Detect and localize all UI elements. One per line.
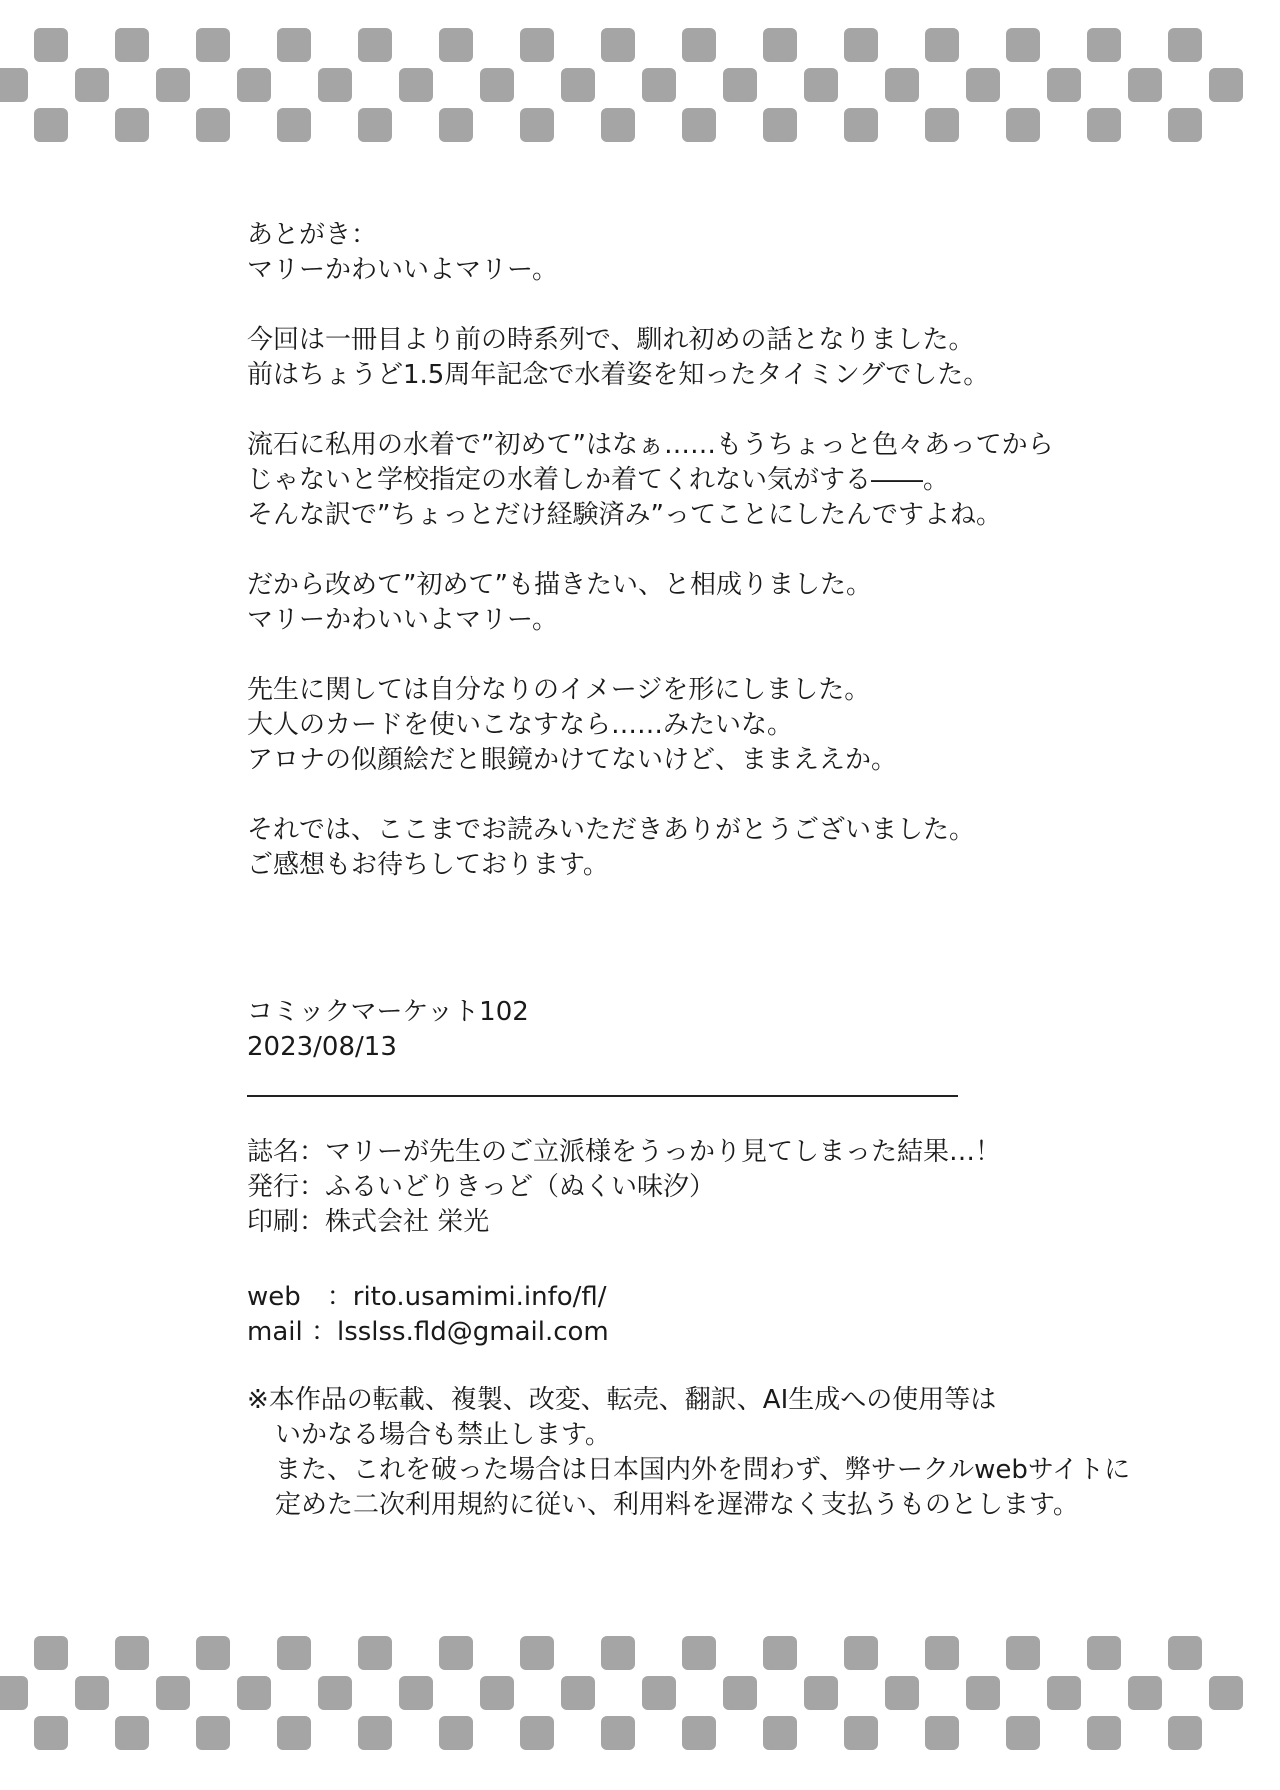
pattern-square	[34, 1716, 68, 1750]
pattern-square	[723, 1676, 757, 1710]
pattern-square	[520, 1636, 554, 1670]
pattern-square	[156, 1676, 190, 1710]
pattern-square	[925, 108, 959, 142]
afterword-line: アロナの似顔絵だと眼鏡かけてないけど、ままええか。	[247, 745, 898, 775]
pattern-square	[966, 1676, 1000, 1710]
pattern-square	[1087, 28, 1121, 62]
pattern-square	[318, 68, 352, 102]
top-checker-border	[0, 28, 1280, 148]
divider	[247, 1095, 958, 1097]
pattern-square	[1209, 1676, 1243, 1710]
notice-line: また、これを破った場合は日本国内外を問わず、弊サークルwebサイトに	[275, 1455, 1131, 1485]
afterword-line	[247, 638, 1054, 673]
pattern-square	[115, 1716, 149, 1750]
pattern-square	[196, 28, 230, 62]
afterword-line	[247, 778, 1054, 813]
pattern-square	[642, 68, 676, 102]
afterword-line: だから改めて”初めて”も描きたい、と相成りました。	[247, 570, 872, 600]
pattern-square	[439, 28, 473, 62]
pattern-square	[480, 68, 514, 102]
afterword-line: マリーかわいいよマリー。	[247, 255, 558, 285]
pattern-square	[723, 68, 757, 102]
pattern-square	[925, 28, 959, 62]
contact-mail: mail ：lsslss.fld@gmail.com	[247, 1317, 609, 1347]
copyright-notice	[247, 1383, 1130, 1523]
pattern-square	[1209, 68, 1243, 102]
pattern-square	[358, 108, 392, 142]
pattern-square	[277, 1636, 311, 1670]
pattern-square	[399, 68, 433, 102]
pattern-square	[358, 1716, 392, 1750]
contact-web: web ：rito.usamimi.info/fl/	[247, 1282, 607, 1312]
pattern-square	[34, 1636, 68, 1670]
pattern-square	[966, 68, 1000, 102]
pattern-square	[520, 108, 554, 142]
pattern-square	[682, 1716, 716, 1750]
event-info	[247, 995, 529, 1065]
notice-line: 定めた二次利用規約に従い、利用料を遅滞なく支払うものとします。	[275, 1490, 1079, 1520]
pattern-square	[561, 68, 595, 102]
pattern-square	[34, 108, 68, 142]
pattern-square	[399, 1676, 433, 1710]
pattern-square	[763, 108, 797, 142]
pattern-square	[561, 1676, 595, 1710]
event-date: 2023/08/13	[247, 1032, 397, 1062]
pattern-square	[1168, 1636, 1202, 1670]
pattern-square	[480, 1676, 514, 1710]
pattern-square	[763, 1636, 797, 1670]
pattern-square	[1087, 1636, 1121, 1670]
pattern-square	[804, 1676, 838, 1710]
colophon-printer: 印刷：株式会社 栄光	[247, 1207, 490, 1237]
pattern-square	[925, 1716, 959, 1750]
pattern-square	[115, 1636, 149, 1670]
afterword-line: ご感想もお待ちしております。	[247, 850, 609, 880]
bottom-checker-border	[0, 1636, 1280, 1756]
colophon	[247, 1135, 1001, 1240]
afterword-text	[247, 218, 1054, 883]
afterword-line: マリーかわいいよマリー。	[247, 605, 558, 635]
pattern-square	[1006, 28, 1040, 62]
pattern-square	[1128, 1676, 1162, 1710]
event-name: コミックマーケット102	[247, 997, 529, 1027]
afterword-line: あとがき：	[247, 220, 378, 250]
pattern-square	[925, 1636, 959, 1670]
pattern-square	[1006, 108, 1040, 142]
pattern-square	[34, 28, 68, 62]
afterword-line: 先生に関しては自分なりのイメージを形にしました。	[247, 675, 871, 705]
pattern-square	[237, 1676, 271, 1710]
pattern-square	[196, 1636, 230, 1670]
pattern-square	[1047, 1676, 1081, 1710]
pattern-square	[682, 108, 716, 142]
afterword-line: 大人のカードを使いこなすなら……みたいな。	[247, 710, 794, 740]
pattern-square	[601, 1636, 635, 1670]
pattern-square	[0, 68, 28, 102]
pattern-square	[520, 1716, 554, 1750]
afterword-line	[247, 393, 1054, 428]
notice-line: いかなる場合も禁止します。	[275, 1420, 611, 1450]
pattern-square	[844, 28, 878, 62]
pattern-square	[844, 1636, 878, 1670]
pattern-square	[237, 68, 271, 102]
notice-line: ※本作品の転載、複製、改変、転売、翻訳、AI生成への使用等は	[247, 1385, 997, 1415]
pattern-square	[1087, 1716, 1121, 1750]
pattern-square	[1168, 28, 1202, 62]
contact-info	[247, 1280, 609, 1350]
pattern-square	[763, 1716, 797, 1750]
pattern-square	[439, 1716, 473, 1750]
pattern-square	[885, 68, 919, 102]
afterword-line	[247, 533, 1054, 568]
pattern-square	[1006, 1716, 1040, 1750]
pattern-square	[763, 28, 797, 62]
afterword-line: そんな訳で”ちょっとだけ経験済み”ってことにしたんですよね。	[247, 500, 1002, 530]
pattern-square	[439, 108, 473, 142]
afterword-line: それでは、ここまでお読みいただきありがとうございました。	[247, 815, 976, 845]
pattern-square	[115, 108, 149, 142]
pattern-square	[804, 68, 838, 102]
pattern-square	[1047, 68, 1081, 102]
pattern-square	[1168, 108, 1202, 142]
pattern-square	[115, 28, 149, 62]
afterword-line	[247, 288, 1054, 323]
pattern-square	[277, 28, 311, 62]
pattern-square	[642, 1676, 676, 1710]
pattern-square	[318, 1676, 352, 1710]
pattern-square	[601, 1716, 635, 1750]
pattern-square	[844, 1716, 878, 1750]
pattern-square	[520, 28, 554, 62]
colophon-title: 誌名：マリーが先生のご立派様をうっかり見てしまった結果…！	[247, 1137, 1002, 1167]
pattern-square	[1128, 68, 1162, 102]
pattern-square	[885, 1676, 919, 1710]
pattern-square	[277, 108, 311, 142]
pattern-square	[601, 108, 635, 142]
pattern-square	[1087, 108, 1121, 142]
pattern-square	[682, 1636, 716, 1670]
pattern-square	[358, 28, 392, 62]
colophon-publisher: 発行：ふるいどりきっど（ぬくい味汐）	[247, 1172, 716, 1202]
pattern-square	[75, 1676, 109, 1710]
afterword-line: 今回は一冊目より前の時系列で、馴れ初めの話となりました。	[247, 325, 975, 355]
afterword-line: 前はちょうど1.5周年記念で水着姿を知ったタイミングでした。	[247, 360, 990, 390]
pattern-square	[196, 1716, 230, 1750]
pattern-square	[1168, 1716, 1202, 1750]
afterword-line: 流石に私用の水着で”初めて”はなぁ……もうちょっと色々あってから	[247, 430, 1054, 460]
afterword-line: じゃないと学校指定の水着しか着てくれない気がする――。	[247, 465, 950, 495]
pattern-square	[844, 108, 878, 142]
pattern-square	[682, 28, 716, 62]
pattern-square	[277, 1716, 311, 1750]
pattern-square	[358, 1636, 392, 1670]
pattern-square	[75, 68, 109, 102]
pattern-square	[196, 108, 230, 142]
pattern-square	[601, 28, 635, 62]
pattern-square	[439, 1636, 473, 1670]
pattern-square	[156, 68, 190, 102]
pattern-square	[0, 1676, 28, 1710]
pattern-square	[1006, 1636, 1040, 1670]
